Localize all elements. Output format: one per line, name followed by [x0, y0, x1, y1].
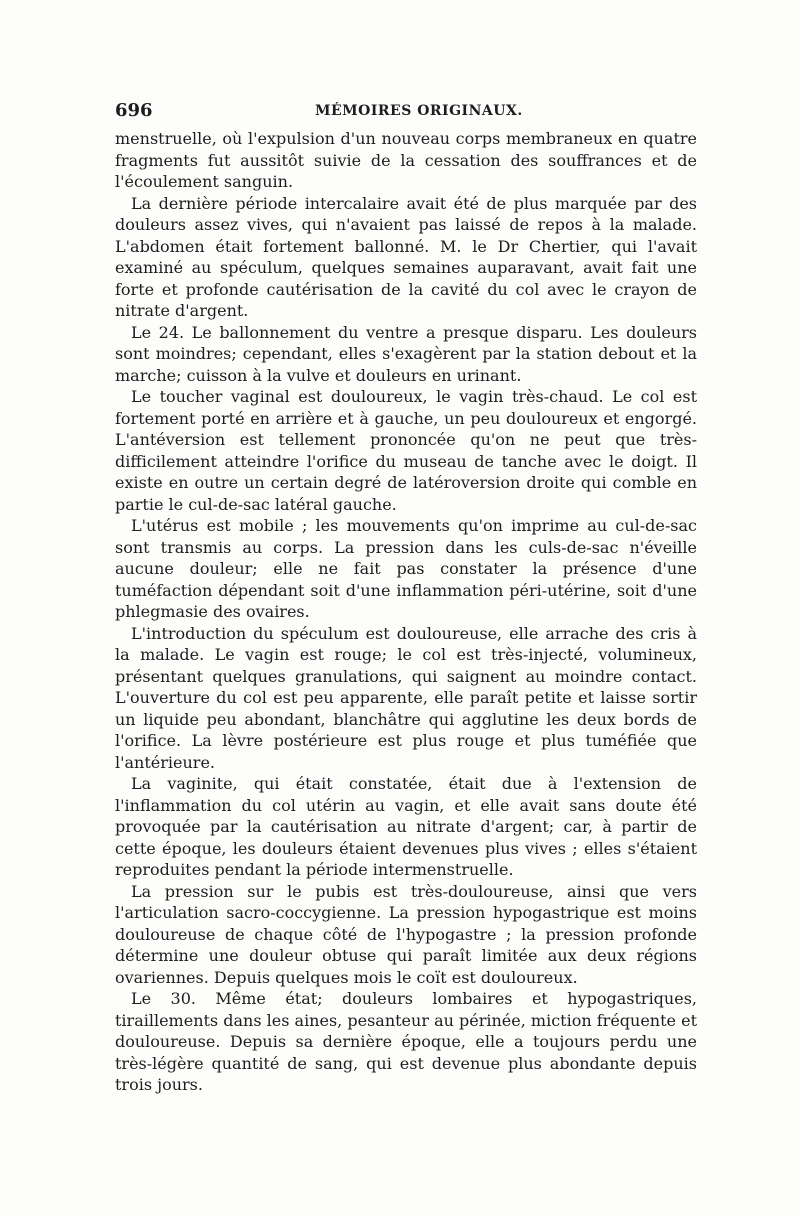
running-head — [115, 100, 695, 128]
paragraph: La dernière période intercalaire avait été de plus marquée par des douleurs assez vives, qui n'avaient pas laissé de repos à la malade. L'abdomen était fortement ballonné. M. le Dr Chertier, qui l'avait examiné au spéculum, quelques semaines auparavant, avait fait une forte et profonde cautérisation de la cavité du col avec le crayon de nitrate d'argent. — [115, 193, 697, 320]
paragraph: Le 30. Même état; douleurs lombaires et hypogastriques, tiraillements dans les aines, pesanteur au périnée, miction fréquente et douloureuse. Depuis sa dernière époque, elle a toujours perdu une très-légère quantité de sang, qui est devenue plus abondante depuis trois jours. — [115, 989, 697, 1094]
paragraph: L'utérus est mobile ; les mouvements qu'on imprime au cul-de-sac sont transmis au corps. La pression dans les culs-de-sac n'éveille aucune douleur; elle ne fait pas constater la présence d'une tuméfaction dépendant soit d'une inflammation péri-utérine, soit d'une phlegmasie des ovaires. — [115, 516, 697, 621]
paragraph: L'introduction du spéculum est douloureuse, elle arrache des cris à la malade. Le vagin est rouge; le col est très-injecté, volumineux, présentant quelques granulations, qui saignent au moindre contact. L'ouverture du col est peu apparente, elle paraît petite et laisse sortir un liquide peu abondant, blanchâtre qui agglutine les deux bords de l'orifice. La lèvre postérieure est plus rouge et plus tuméfiée que l'antérieure. — [115, 623, 697, 772]
paragraph: Le toucher vaginal est douloureux, le vagin très-chaud. Le col est fortement porté en arrière et à gauche, un peu douloureux et engorgé. L'antéversion est tellement prononcée qu'on ne peut que très-difficilement atteindre l'orifice du museau de tanche avec le doigt. Il existe en outre un certain degré de latéroversion droite qui comble en partie le cul-de-sac latéral gauche. — [115, 387, 697, 514]
paragraph: La vaginite, qui était constatée, était due à l'extension de l'inflammation du col utérin au vagin, et elle avait sans doute été provoquée par la cautérisation au nitrate d'argent; car, à partir de cette époque, les douleurs étaient devenues plus vives ; elles s'étaient reproduites pendant la période intermenstruelle. — [115, 774, 697, 879]
page-number: 696 — [115, 100, 153, 121]
paragraph: menstruelle, où l'expulsion d'un nouveau corps membraneux en quatre fragments fut aussitôt suivie de la cessation des souffrances et de l'écoulement sanguin. — [115, 129, 697, 191]
body-text — [115, 128, 697, 1096]
paragraph: Le 24. Le ballonnement du ventre a presque disparu. Les douleurs sont moindres; cependant, elles s'exagèrent par la station debout et la marche; cuisson à la vulve et douleurs en urinant. — [115, 322, 697, 385]
paragraph: La pression sur le pubis est très-douloureuse, ainsi que vers l'articulation sacro-coccygienne. La pression hypogastrique est moins douloureuse de chaque côté de l'hypogastre ; la pression profonde détermine une douleur obtuse qui paraît limitée aux deux régions ovariennes. Depuis quelques mois le coït est douloureux. — [115, 881, 697, 987]
running-title: MÉMOIRES ORIGINAUX. — [315, 103, 523, 119]
